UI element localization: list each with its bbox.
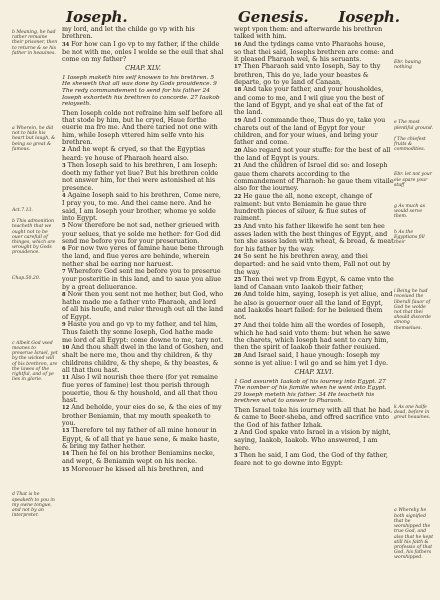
verse-number: 11 <box>62 375 70 382</box>
margin-note: b Meaning, he had rather remaine their prisoner, then to returne & se his father in heauines. <box>12 30 58 56</box>
verse-number: 34 <box>62 41 70 48</box>
verse <box>62 146 224 162</box>
margin-note: a Wherein, he did not to hide his heart but laugh, & being so great & famous. <box>12 126 56 152</box>
verse <box>62 41 224 64</box>
verse <box>62 450 224 466</box>
verse-number: 25 <box>234 276 242 283</box>
verse <box>234 86 394 116</box>
verse <box>62 427 224 450</box>
verse-text: wept vpon them: and afterwarde his brethren talked with him. <box>234 25 383 41</box>
verse-number: 7 <box>62 268 66 275</box>
verse-text: And the children of Israel did so: and Ioseph gaue them charets according to the commandement of Pharaoh: he gaue them vitaile also for the iourney. <box>234 161 394 193</box>
verse-text: And God spake vnto Israel in a vision by night, saying, Iaakob, Iaakob. Who answered, I am here. <box>234 427 391 452</box>
verse <box>62 26 224 41</box>
verse <box>234 63 394 86</box>
verse-text: Also I wil nourish thee there (for yet remaine fiue yeres of famine) lest thou perish through pouertie, thou & thy houshold, and all that thou hast. <box>62 373 218 405</box>
verse <box>234 352 394 368</box>
header-right: Ioseph. <box>338 8 400 26</box>
verse-text: For now two yeres of famine haue bene through the land, and fiue yeres are behinde, wherein nether shal be earing nor haruest. <box>62 244 224 268</box>
verse-number: 17 <box>234 64 242 71</box>
verse-number: 4 <box>62 193 66 200</box>
margin-note: a Whereby he both signified that he worshipped the true God, and also that he kept still his faith & professio of that God, his fathers worshipped. <box>394 508 434 561</box>
verse-text: my lord, and let the childe go vp with his brethren. <box>62 25 195 41</box>
verse-text: And thei tolde him all the wordes of Ioseph, which he had said vnto them: but when he sawe the charets, which Ioseph had sent to cary him, then the spirit of Iaakob their father reuiued. <box>234 320 391 352</box>
verse <box>62 162 224 192</box>
verse <box>234 223 394 253</box>
margin-note: Act.7.13. <box>12 208 33 214</box>
verse-number: 28 <box>234 352 242 359</box>
header-center: Genesis. <box>238 8 309 26</box>
verse-text: Then thei wet vp from Egypt, & came vnto the land of Canaan vnto Iaakob their father, <box>234 274 394 292</box>
verse <box>62 268 224 291</box>
verse-number: 2 <box>62 147 66 154</box>
verse-number: 14 <box>62 451 70 458</box>
verse <box>62 245 224 268</box>
verse-text: And he wept & cryed, so that the Egyptias heard: ye house of Pharaoh heard also. <box>62 145 206 162</box>
verse-number: 27 <box>234 322 242 329</box>
verse-text: Then Ioseph colde not refraine him self before all that stode by him, but he cryed, Haue forthe euerie ma fro me. And there taried not one with him, while Ioseph vttered him selfe vnto his brethren. <box>62 108 223 146</box>
verse-text: And thou shalt dwel in the land of Goshen, and shalt be nere me, thou and thy children, & thy childrens childre, & thy shepe, & thy beastes, & all that thou hast. <box>62 342 224 374</box>
verse-number: 16 <box>234 41 242 48</box>
margin-note: Chap.50.20. <box>12 275 41 281</box>
verse-text: Moreouer he kissed all his brethren, and <box>71 464 204 473</box>
verse <box>234 291 394 321</box>
margin-note: Ebr. let not your eie spare your stuff <box>394 172 432 188</box>
verse <box>234 407 394 429</box>
verse <box>62 110 224 146</box>
verse-text: Now then you sent not me hether, but God, who hathe made me a father vnto Pharaoh, and lord of all his houfe, and ruler through out all the land of Egypt. <box>62 289 224 321</box>
verse <box>234 452 394 468</box>
verse-text: So sent he his brethren away, and thei departed: and he said vnto them, Fall not out by the way. <box>234 251 391 276</box>
verse-text: Then Ioseph said to his brethren, I am Ioseph: doeth my father yet liue? But his brethren colde not answer him, for thei were astonished at his presence. <box>62 160 219 192</box>
verse-number: 20 <box>234 147 242 154</box>
verse <box>234 193 394 223</box>
verse-text: And vnto his father likewife he sent ten hee asses laden with the best thinges of Egypt, and ten she asses laden with wheat, & bread, & meat for his father by the way. <box>234 221 394 253</box>
verse-number: 6 <box>62 246 66 253</box>
verse <box>62 222 224 245</box>
verse-number: 9 <box>62 322 66 329</box>
verse <box>234 276 394 292</box>
verse <box>234 429 394 452</box>
verse-number: 18 <box>234 87 242 94</box>
verse-number: 5 <box>62 223 66 230</box>
verse <box>234 253 394 276</box>
verse-number: 2 <box>234 429 238 436</box>
right-column <box>234 26 394 467</box>
verse-text: And Israel said, I haue ynough: Ioseph my sonne is yet aliue: I wil go and se him yet I dye. <box>234 350 389 368</box>
verse-text: Therefore tel my father of all mine honour in Egypt, & of all that ye haue sene, & make haste, & bring my father hether. <box>62 426 220 450</box>
header-left: Ioseph. <box>66 8 128 26</box>
verse-text: For how can I go vp to my father, if the childe be not with me, onles I wolde se the euil that shal come on my father? <box>62 39 224 64</box>
left-column <box>62 26 224 474</box>
chapter-heading: CHAP. XLVI. <box>294 368 334 377</box>
verse-number: 24 <box>234 253 242 260</box>
margin-note: b This admonition teacheth that we ought not to be ouer carefull of thinges, which are wrought by Gods prouidence. <box>12 219 56 256</box>
verse-number: 19 <box>234 117 242 124</box>
verse-number: 21 <box>234 163 242 170</box>
left-margin-notes <box>12 30 58 519</box>
margin-note: d That is he speaketh to you in my owne tongue, and not by an interpreter. <box>12 492 55 519</box>
verse <box>62 344 224 374</box>
verse-text: And beholde, your eies do se, & the eies of my brother Beniamin, that my mouth speaketh to you. <box>62 403 222 427</box>
verse-number: 23 <box>234 223 242 230</box>
verse <box>234 147 394 163</box>
verse-number: 15 <box>62 466 70 473</box>
verse-text: Then he said, I am God, the God of thy father, feare not to go downe into Egypt: <box>234 450 388 468</box>
margin-note: f The chiefest fruits & commodities. <box>394 136 426 153</box>
margin-note: g As much as would serve them. <box>394 204 425 220</box>
margin-note: c Albeit God vsed meanes to preserue Israel, yet by the wicked will of his brethren, are the lawes of the rightful, and of ye lies in glorie. <box>12 340 58 383</box>
verse-text: Then Pharaoh said vnto Ioseph, Say to thy brethren, This do ye, lade your beastes & departe, go to ye land of Canaan, <box>234 62 381 87</box>
verse <box>234 117 394 147</box>
verse-text: And the tydings came vnto Pharaohs house, so that thei said, Iosephs brethren are come: and it pleased Pharaoh wel, & his seruants. <box>234 39 394 64</box>
verse <box>234 162 394 192</box>
verse <box>62 192 224 222</box>
verse <box>234 41 394 64</box>
verse-text: Haste you and go vp to my father, and tel him, Thus faieth thy sonne Ioseph, God hathe made me lord of all Egypt: come downe to me, tary not. <box>62 320 223 344</box>
margin-note: Ebr. hauing nothing <box>394 60 421 71</box>
margin-note: k As one halfe dead, before in great heauines. <box>394 404 431 421</box>
chapter-heading: CHAP. XLV. <box>125 64 161 73</box>
verse-number: 12 <box>62 405 70 412</box>
verse-number: 3 <box>62 162 66 169</box>
margin-note: i Being he had receiued the liberall fauor of God he wolde not that thei should discorde among themselues. <box>394 289 431 331</box>
chapter-argument: 1 Ioseph maketh him self knowen to his brethren. 5 He sheweth that all was done by Gods prouidence. 9 The redy commandement to send for his father 24 Ioseph exhorteth his brethren to concorde. 27 Iaakob reioyseth. <box>62 74 220 108</box>
verse-text: Also regard not your stuffe: for the best of all the land of Egypt is yours. <box>234 145 391 163</box>
verse-number: 8 <box>62 291 66 298</box>
verse-number: 22 <box>234 193 242 200</box>
verse-text: And take your father, and your housholdes, and come to me, and I wil giue you the best of the land of Egypt, and ye shal eat of the fat of the land. <box>234 85 385 117</box>
verse <box>62 374 224 404</box>
verse <box>62 321 224 344</box>
margin-note: e The most plentiful ground. <box>394 120 434 131</box>
margin-note: h As the Egyptians fill their <box>394 229 425 246</box>
verse <box>62 466 224 474</box>
verse-text: Now therefore be not sad, nether grieued with your selues, that ye solde me hether: for God did send me before you for your preseruation. <box>62 221 221 245</box>
verse-text: Then he fel on his brother Beniamins necke, and wept, & Beniamin wept on his necke. <box>62 449 215 466</box>
verse-text: Wherefore God sent me before you to preserue your posteritie in this land, and to saue you aliue by a great deliuerance. <box>62 266 222 291</box>
verse-number: 13 <box>62 428 70 435</box>
right-margin-notes <box>394 60 434 561</box>
verse-text: He gaue the all, none except, change of raiment: but vnto Beniamin he gaue thre hundreth pieces of siluer, & fiue sutes of raiment. <box>234 191 373 223</box>
verse-text: And tolde him, saying, Ioseph is yet aliue, and he also is gouernor ouer all the land of Egypt, and Iaakobs heart failed: for he beleued them not. <box>234 290 393 322</box>
verse <box>234 26 394 41</box>
verse <box>234 322 394 352</box>
verse-number: 3 <box>234 452 238 459</box>
verse <box>62 404 224 427</box>
verse-number: 26 <box>234 292 242 299</box>
chapter-argument: 1 God assureth Iaakob of his iourney into Egypt. 27 The nomber of his familie when he went into Egypt. 29 Ioseph meteth his father. 34 He teacheth his brethren what to answer to Pharaoh. <box>234 378 387 405</box>
verse-number: 10 <box>62 344 70 351</box>
verse-text: Then Israel toke his iourney with all that he had, & came to Beer-sheba, and offred sacrifice vnto the God of his father Izhak. <box>234 406 393 429</box>
verse <box>62 291 224 321</box>
verse-text: Againe Ioseph said to his brethren, Come nere, I pray you, to me. And thei came nere. And he said, I am Ioseph your brother, whome ye solde into Egypt. <box>62 191 221 222</box>
verse-text: And I commande thee, Thus do ye, take you charets out of the land of Egypt for your children, and for your wiues, and bring your father and come. <box>234 115 386 147</box>
